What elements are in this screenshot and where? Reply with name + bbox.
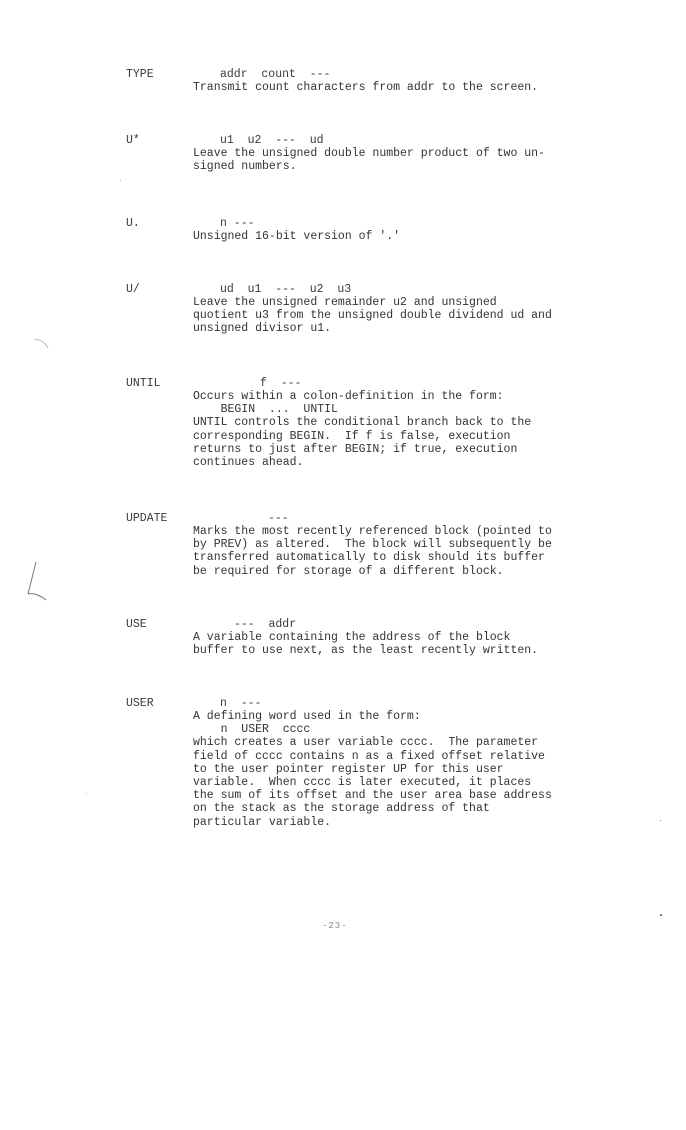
pencil-mark <box>22 560 52 605</box>
glossary-word: USE <box>126 618 147 631</box>
glossary-description <box>193 631 663 657</box>
scan-speck <box>660 820 661 821</box>
description-line: BEGIN ... UNTIL <box>193 403 338 417</box>
description-line: Transmit count characters from addr to the screen. <box>193 81 539 94</box>
glossary-description <box>193 81 663 94</box>
glossary-word: USER <box>126 697 154 710</box>
scan-speck <box>120 180 121 181</box>
stack-notation: n --- <box>220 217 255 230</box>
description-line: corresponding BEGIN. If f is false, execution <box>193 429 511 443</box>
glossary-word: U/ <box>126 283 140 296</box>
glossary-word: U. <box>126 217 140 230</box>
description-line: field of cccc contains n as a fixed offset relative <box>193 749 545 763</box>
glossary-description <box>193 147 663 173</box>
stack-notation: --- addr <box>234 618 297 631</box>
glossary-description <box>193 296 663 336</box>
glossary-description <box>193 390 663 469</box>
description-line: be required for storage of a different block. <box>193 564 504 578</box>
description-line: by PREV) as altered. The block will subsequently be <box>193 538 552 552</box>
description-line: unsigned divisor u1. <box>193 322 332 336</box>
page-number: -23- <box>322 921 348 931</box>
description-line: signed numbers. <box>193 160 297 174</box>
description-line: UNTIL controls the conditional branch back to the <box>193 416 532 430</box>
stack-notation: --- <box>268 512 289 525</box>
description-line: buffer to use next, as the least recently written. <box>193 644 539 658</box>
stack-notation: addr count --- <box>220 68 331 81</box>
scan-speck <box>86 793 87 794</box>
stack-notation: u1 u2 --- ud <box>220 134 324 147</box>
glossary-word: UPDATE <box>126 512 168 525</box>
description-line: Unsigned 16-bit version of '.' <box>193 230 401 243</box>
glossary-description <box>193 230 663 243</box>
description-line: A defining word used in the form: <box>193 710 421 723</box>
stack-notation: ud u1 --- u2 u3 <box>220 283 352 296</box>
glossary-description <box>193 525 663 578</box>
scan-smudge <box>32 336 52 352</box>
glossary-word: U* <box>126 134 140 147</box>
description-line: to the user pointer register UP for this user <box>193 762 504 776</box>
description-line: A variable containing the address of the block <box>193 631 511 644</box>
description-line: transferred automatically to disk should its buffer <box>193 551 545 565</box>
glossary-word: UNTIL <box>126 377 161 390</box>
description-line: on the stack as the storage address of that <box>193 802 490 816</box>
description-line: which creates a user variable cccc. The parameter <box>193 736 539 750</box>
glossary-description <box>193 710 663 829</box>
glossary-word: TYPE <box>126 68 154 81</box>
description-line: particular variable. <box>193 815 332 829</box>
description-line: Leave the unsigned remainder u2 and unsigned <box>193 296 497 309</box>
description-line: Occurs within a colon-definition in the form: <box>193 390 504 403</box>
description-line: variable. When cccc is later executed, it places <box>193 776 532 790</box>
description-line: continues ahead. <box>193 456 304 470</box>
stack-notation: f --- <box>260 377 302 390</box>
description-line: returns to just after BEGIN; if true, execution <box>193 442 518 456</box>
description-line: the sum of its offset and the user area base address <box>193 789 552 803</box>
description-line: quotient u3 from the unsigned double dividend ud and <box>193 309 552 323</box>
scan-speck <box>660 914 662 916</box>
stack-notation: n --- <box>220 697 262 710</box>
description-line: n USER cccc <box>193 723 311 737</box>
description-line: Leave the unsigned double number product of two un- <box>193 147 545 160</box>
description-line: Marks the most recently referenced block (pointed to <box>193 525 552 538</box>
